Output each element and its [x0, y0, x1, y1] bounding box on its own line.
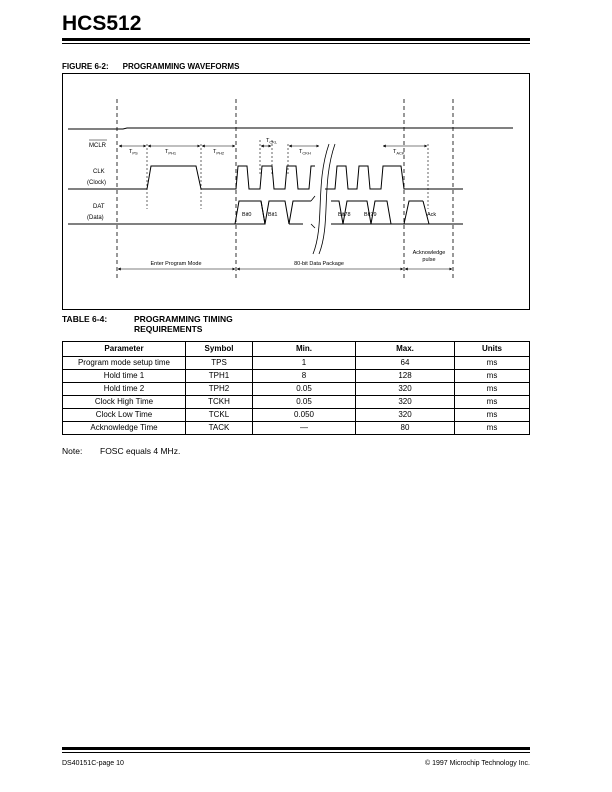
label-tph1: $T_{PH1}$ [165, 149, 177, 156]
cell-max: 320 [356, 383, 455, 396]
cell-max: 80 [356, 422, 455, 435]
label-bit78: Bit78 [338, 212, 351, 218]
col-header: Max. [356, 342, 455, 357]
cell-parameter: Acknowledge Time [63, 422, 186, 435]
cell-units: ms [455, 409, 530, 422]
cell-max: 320 [356, 396, 455, 409]
waveform-diagram [63, 74, 529, 309]
figure-number: FIGURE 6-2: [62, 62, 109, 71]
table-row [63, 357, 530, 370]
timing-arrows [118, 146, 452, 269]
timing-table [62, 341, 530, 435]
cell-units: ms [455, 396, 530, 409]
phase-labels [150, 250, 445, 267]
table-number: TABLE 6-4: [62, 314, 108, 324]
note-text: FOSC equals 4 MHz. [100, 446, 181, 456]
label-bit79: Bit79 [364, 212, 377, 218]
cell-symbol: TCKL [186, 409, 253, 422]
cell-min: 1 [253, 357, 356, 370]
label-tps: $T_{PS}$ [129, 149, 138, 156]
label-ack-pulse-1: Acknowledge [412, 250, 446, 256]
label-tckh: $T_{CKH}$ [299, 149, 311, 156]
col-header: Symbol [186, 342, 253, 357]
cell-min: 0.050 [253, 409, 356, 422]
signal-labels [87, 140, 107, 221]
cell-parameter: Program mode setup time [63, 357, 186, 370]
header-rule-thin [62, 43, 530, 44]
table-row [63, 370, 530, 383]
label-tckl: $T_{CKL}$ [266, 138, 278, 145]
figure-caption [62, 62, 239, 71]
cell-parameter: Hold time 1 [63, 370, 186, 383]
cell-parameter: Hold time 2 [63, 383, 186, 396]
label-bit0: Bit0 [242, 212, 252, 218]
cell-max: 320 [356, 409, 455, 422]
cell-max: 128 [356, 370, 455, 383]
cell-symbol: TACK [186, 422, 253, 435]
table-row [63, 409, 530, 422]
mclr-waveform [68, 128, 513, 129]
label-clk-sub: (Clock) [87, 180, 106, 186]
table-title-line2: REQUIREMENTS [134, 324, 203, 334]
cell-symbol: TCKH [186, 396, 253, 409]
page-title: HCS512 [62, 12, 142, 35]
cell-min: 0.05 [253, 383, 356, 396]
label-ack: Ack [427, 212, 437, 218]
label-bit1: Bit1 [268, 212, 278, 218]
label-dat-sub: (Data) [87, 215, 104, 221]
col-header: Units [455, 342, 530, 357]
cell-units: ms [455, 383, 530, 396]
label-data-package: 80-bit Data Package [294, 261, 344, 267]
footer-rule-thick [62, 747, 530, 750]
bit-labels [242, 212, 436, 218]
table-row [63, 396, 530, 409]
footer-rule-thin [62, 752, 530, 753]
footer-doc-id: DS40151C-page 10 [62, 760, 124, 767]
table-note [62, 446, 180, 456]
label-tack: $T_{ACK}$ [393, 149, 405, 156]
cell-symbol: TPH2 [186, 383, 253, 396]
timing-guide-lines [147, 140, 428, 209]
cell-parameter: Clock Low Time [63, 409, 186, 422]
label-enter-program-mode: Enter Program Mode [150, 261, 202, 267]
table-header-row [63, 342, 530, 357]
label-dat: DAT [93, 204, 105, 210]
label-tph2: $T_{PH2}$ [213, 149, 225, 156]
figure-title: PROGRAMMING WAVEFORMS [122, 62, 240, 71]
cell-units: ms [455, 370, 530, 383]
waveform-figure [62, 73, 530, 310]
label-clk: CLK [93, 169, 105, 175]
cell-max: 64 [356, 357, 455, 370]
cell-symbol: TPS [186, 357, 253, 370]
cell-min: — [253, 422, 356, 435]
time-break-marks [313, 144, 335, 254]
note-label: Note: [62, 446, 83, 456]
label-mclr: MCLR [89, 143, 107, 149]
cell-min: 8 [253, 370, 356, 383]
col-header: Min. [253, 342, 356, 357]
header-rule-thick [62, 38, 530, 41]
cell-min: 0.05 [253, 396, 356, 409]
clk-waveform-right [325, 166, 463, 189]
timing-labels [129, 138, 405, 156]
table-row [63, 422, 530, 435]
table-caption [62, 314, 233, 334]
table-title-line1: PROGRAMMING TIMING [134, 314, 233, 324]
table-row [63, 383, 530, 396]
cell-symbol: TPH1 [186, 370, 253, 383]
cell-parameter: Clock High Time [63, 396, 186, 409]
cell-units: ms [455, 422, 530, 435]
footer-copyright: © 1997 Microchip Technology Inc. [424, 760, 530, 767]
col-header: Parameter [63, 342, 186, 357]
cell-units: ms [455, 357, 530, 370]
label-ack-pulse-2: pulse [422, 257, 436, 263]
